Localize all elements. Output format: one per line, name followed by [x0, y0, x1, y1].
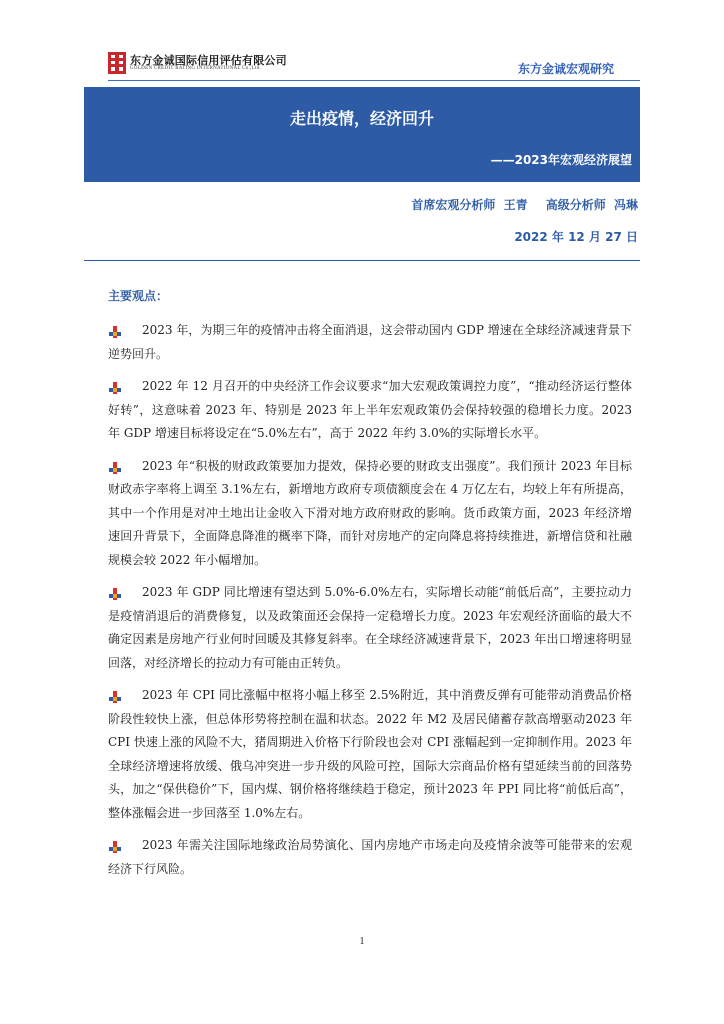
- author-block: [407, 196, 638, 245]
- key-point-text: 2023 年 CPI 同比涨幅中枢将小幅上移至 2.5%附近，其中消费反弹有可能带动消费品价格阶段性较快上涨，但总体形势将控制在温和状态。2022 年 M2 及居民储蓄存款高增驱动2023 年 CPI 快速上涨的风险不大，猪周期进入价格下行阶段也会对 CPI 涨幅起到一定抑制作用。2023 年全球经济增速将放缓、俄乌冲突进一步升级的风险可控，国际大宗商品价格有望延续当前的回落势头，加之“保供稳价”下，国内煤、钢价格将继续趋于稳定，预计2023 年 PPI 同比将“前低后高”，整体涨幅会进一步回落至 1.0%左右。: [108, 688, 632, 820]
- key-point-text: 2023 年“积极的财政政策要加力提效，保持必要的财政支出强度”。我们预计 2023 年目标财政赤字率将上调至 3.1%左右，新增地方政府专项债额度会在 4 万亿左右，均较上年有所提高，其中一个作用是对冲土地出让金收入下滑对地方政府财政的影响。货币政策方面，2023 年经济增速回升背景下，全面降息降准的概率下降，而针对房地产的定向降息将持续推进，新增信贷和社融规模会较 2022 年小幅增加。: [108, 458, 632, 567]
- author-role-1: 首席宏观分析师: [411, 198, 496, 212]
- page-number: 1: [359, 935, 365, 947]
- bullet-marker-icon: [108, 325, 122, 339]
- key-point-text: 2023 年，为期三年的疫情冲击将全面消退，这会带动国内 GDP 增速在全球经济减速背景下逆势回升。: [108, 323, 632, 361]
- research-brand: 东方金诚宏观研究: [517, 62, 614, 76]
- key-point-text: 2023 年 GDP 同比增速有望达到 5.0%-6.0%左右，实际增长动能“前低后高”，主要拉动力是疫情消退后的消费修复，以及政策面还会保持一定稳增长力度。2023 年宏观经济面临的最大不确定因素是房地产行业何时回暖及其修复斜率。在全球经济减速背景下，2023 年出口增速将明显回落，对经济增长的拉动力有可能由正转负。: [108, 585, 632, 670]
- report-date: 2022 年 12 月 27 日: [514, 230, 638, 244]
- report-title: 走出疫情，经济回升: [289, 109, 434, 128]
- section-heading: 主要观点：: [108, 289, 169, 303]
- bullet-marker-icon: [108, 381, 122, 395]
- author-name-2: 冯琳: [613, 198, 638, 212]
- key-point: [108, 684, 632, 825]
- key-point: [108, 581, 632, 675]
- key-point-text: 2023 年需关注国际地缘政治局势演化、国内房地产市场走向及疫情余波等可能带来的宏观经济下行风险。: [108, 838, 632, 876]
- key-point: [108, 834, 632, 881]
- author-role-2: 高级分析师: [545, 198, 606, 212]
- key-point: [108, 375, 632, 446]
- section-divider: [84, 260, 640, 261]
- key-points-list: [108, 319, 632, 890]
- company-name-cn: 东方金诚国际信用评估有限公司: [130, 54, 287, 67]
- key-point: [108, 455, 632, 573]
- bullet-marker-icon: [108, 690, 122, 704]
- page-header: [108, 48, 640, 78]
- bullet-marker-icon: [108, 587, 122, 601]
- company-logo-icon: [108, 52, 126, 74]
- bullet-marker-icon: [108, 461, 122, 475]
- header-divider: [108, 80, 640, 81]
- author-line: [407, 196, 638, 213]
- author-name-1: 王青: [503, 198, 528, 212]
- key-point: [108, 319, 632, 366]
- bullet-marker-icon: [108, 840, 122, 854]
- report-subtitle: ——2023年宏观经济展望: [490, 153, 632, 167]
- title-banner: [84, 87, 640, 182]
- key-point-text: 2022 年 12 月召开的中央经济工作会议要求“加大宏观政策调控力度”，“推动经济运行整体好转”，这意味着 2023 年、特别是 2023 年上半年宏观政策仍会保持较强的稳增长力度。2023 年 GDP 增速目标将设定在“5.0%左右”，高于 2022 年约 3.0%的实际增长水平。: [108, 379, 632, 440]
- company-name-en: GOLDEN CREDIT RATING INTERNATIONAL Co.,Ltd.: [130, 66, 262, 71]
